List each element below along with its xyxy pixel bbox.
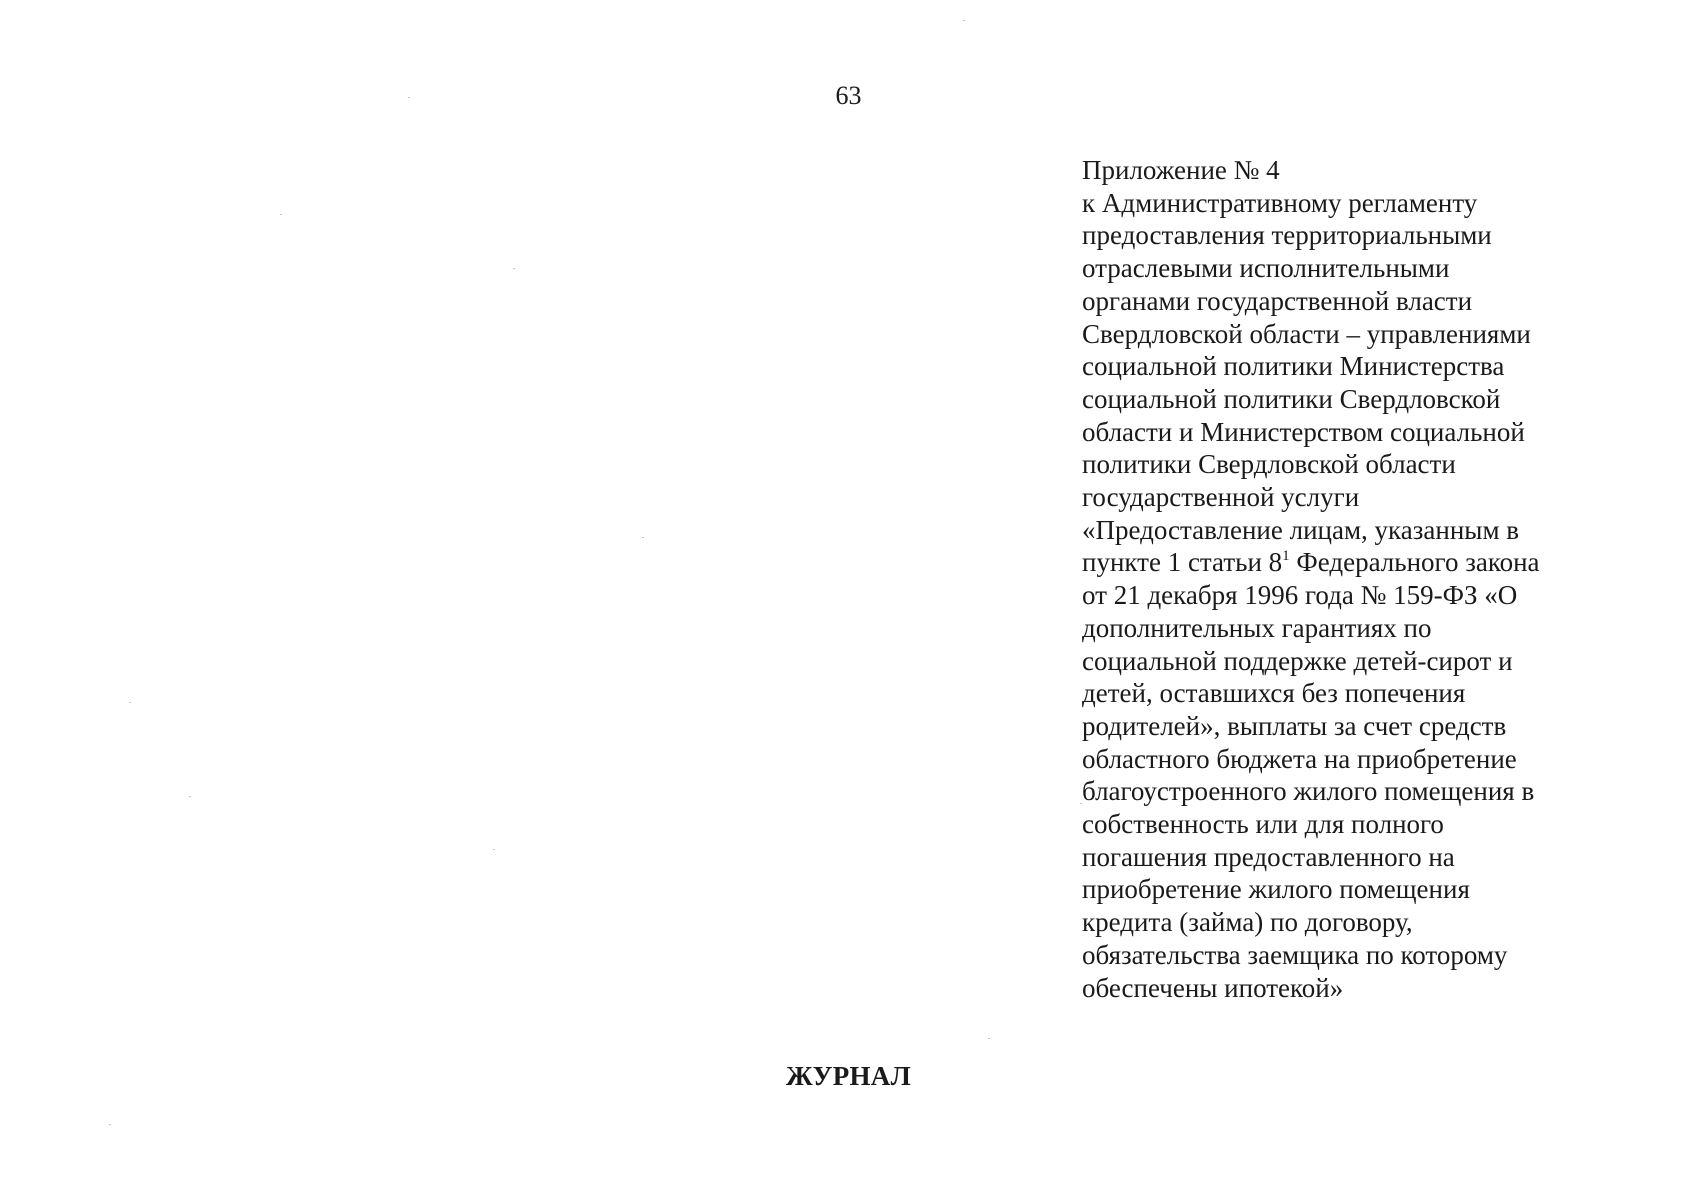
scan-speck [129, 702, 131, 703]
appendix-line: Свердловской области – управлениями [1082, 318, 1531, 349]
appendix-line: политики Свердловской области [1082, 449, 1456, 480]
appendix-line: родителей», выплаты за счет средств [1082, 710, 1507, 741]
appendix-line: «Предоставление лицам, указанным в [1082, 514, 1520, 545]
appendix-line: от 21 декабря 1996 года № 159-ФЗ «О [1082, 580, 1518, 611]
scan-speck [988, 1038, 990, 1039]
appendix-line: обязательства заемщика по которому [1082, 939, 1508, 970]
appendix-line: области и Министерством социальной [1082, 416, 1525, 447]
appendix-line: социальной поддержке детей-сирот и [1082, 645, 1513, 676]
scan-speck [189, 796, 191, 797]
line-text-after: Федерального закона [1289, 547, 1540, 578]
appendix-line: предоставления территориальными [1082, 220, 1492, 251]
appendix-line: благоустроенного жилого помещения в [1082, 776, 1535, 807]
appendix-line: детей, оставшихся без попечения [1082, 678, 1466, 709]
appendix-line: погашения предоставленного на [1082, 841, 1455, 872]
appendix-line: органами государственной власти [1082, 285, 1473, 316]
appendix-line: социальной политики Свердловской [1082, 383, 1501, 414]
appendix-line: к Административному регламенту [1082, 187, 1478, 218]
appendix-line: кредита (займа) по договору, [1082, 907, 1413, 938]
scan-speck [513, 268, 515, 269]
scan-speck [408, 97, 410, 98]
scan-speck [1080, 803, 1082, 804]
appendix-line-with-superscript [1082, 546, 1642, 579]
scan-speck [280, 214, 282, 215]
appendix-line: дополнительных гарантиях по [1082, 612, 1432, 643]
line-text-before: пункте 1 статьи 8 [1082, 547, 1283, 578]
appendix-line: областного бюджета на приобретение [1082, 743, 1517, 774]
appendix-line: приобретение жилого помещения [1082, 874, 1470, 905]
document-title: ЖУРНАЛ [785, 1061, 912, 1091]
appendix-line: обеспечены ипотекой» [1082, 972, 1344, 1003]
appendix-line: социальной политики Министерства [1082, 351, 1505, 382]
superscript-mark: 1 [1282, 548, 1290, 565]
appendix-line: государственной услуги [1082, 482, 1360, 513]
scan-speck [493, 849, 495, 850]
scan-speck [642, 537, 644, 538]
appendix-header [1082, 154, 1642, 1004]
page-number: 63 [835, 81, 862, 110]
scan-speck [109, 1124, 111, 1125]
appendix-line: собственность или для полного [1082, 809, 1444, 840]
scan-speck [963, 20, 965, 21]
appendix-line: отраслевыми исполнительными [1082, 253, 1450, 284]
appendix-line: Приложение № 4 [1082, 155, 1280, 185]
